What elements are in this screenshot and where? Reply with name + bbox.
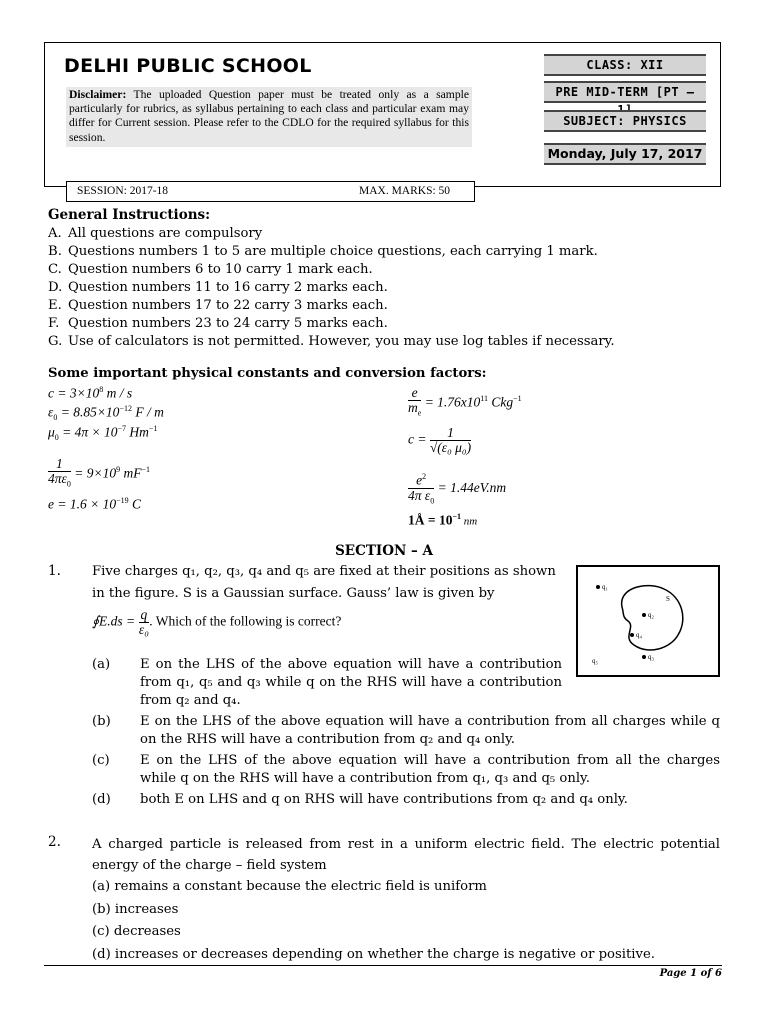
gaussian-surface-figure xyxy=(576,565,720,677)
max-marks: MAX. MARKS: 50 xyxy=(359,185,451,197)
option-text: (b) increases xyxy=(92,902,179,917)
exam-tag: PRE MID-TERM [PT – xyxy=(544,81,706,103)
section-title: SECTION – A xyxy=(335,543,433,559)
label-q1: q₁ xyxy=(602,583,608,591)
charge-q1-dot xyxy=(596,585,600,589)
option-key: (d) xyxy=(92,792,111,807)
session-box xyxy=(66,181,475,202)
class-tag: CLASS: XII xyxy=(544,54,706,76)
gauss-law: ∮E.ds = $\frac{q}{\text{ε₀}}$ . Which of the following is correct? xyxy=(92,607,342,637)
label-q2: q₂ xyxy=(648,611,654,619)
option-text: E on the LHS of the above equation will have a contribution from q₁, q₅ and q₃ while q on the RHS will have a contribution from q₂ and q₄. xyxy=(140,657,562,708)
label-q3: q₃ xyxy=(648,653,654,661)
page-number: Page 1 of 6 xyxy=(659,968,722,979)
instruction-item: A. All questions are compulsory xyxy=(48,226,263,241)
question-1-line2: in the figure. S is a Gaussian surface. Gauss’ law is given by xyxy=(92,586,495,601)
constants-title: Some important physical constants and conversion factors: xyxy=(48,366,487,381)
label-q5: q₅ xyxy=(592,657,598,665)
disclaimer-label: Disclaimer: xyxy=(69,88,127,101)
constant-e: $e = 1.6 \times 10^{-19}$ C xyxy=(48,496,141,512)
charge-q3-dot xyxy=(642,655,646,659)
option-key: (c) xyxy=(92,753,110,768)
date-tag: Monday, July 17, 2017 xyxy=(544,143,706,165)
label-s: S xyxy=(666,595,670,603)
question-number: 2. xyxy=(48,834,61,850)
constant-angstrom: 1Å = $10^{-1}$ nm xyxy=(408,512,478,528)
option-text: (c) decreases xyxy=(92,924,181,939)
constant-mu: $\mu_0 = 4\pi \times 10^{-7}$ $Hm^{-1}$ xyxy=(48,424,158,443)
option-key: (b) xyxy=(92,714,111,729)
constant-e-over-m: $\frac{e}{m_e}$ = $1.76x10^{11}$ Ckg$^{-1}$ xyxy=(408,385,522,418)
subject-tag: SUBJECT: PHYSICS xyxy=(544,110,706,132)
constant-e2: $\frac{e^2}{4\pi \varepsilon_0}$ = 1.44eV.nm xyxy=(408,472,507,506)
question-2-text: A charged particle is released from rest in a uniform electric field. The electric potential energy of the charge – field system xyxy=(92,837,720,873)
instructions-title: General Instructions: xyxy=(48,207,211,223)
option-text: both E on LHS and q on RHS will have contributions from q₂ and q₄ only. xyxy=(140,792,628,807)
charge-q4-dot xyxy=(630,633,634,637)
label-q4: q₄ xyxy=(636,631,642,639)
question-number: 1. xyxy=(48,563,61,579)
option-text: (a) remains a constant because the electric field is uniform xyxy=(92,879,487,894)
session: SESSION: 2017-18 xyxy=(77,185,169,197)
instruction-item: D. Question numbers 11 to 16 carry 2 marks each. xyxy=(48,280,388,295)
instruction-item: E. Question numbers 17 to 22 carry 3 marks each. xyxy=(48,298,388,313)
footer-rule xyxy=(44,965,722,966)
instruction-item: C. Question numbers 6 to 10 carry 1 mark each. xyxy=(48,262,373,277)
constant-k: $\frac{1}{4\pi\varepsilon_0}$ = $9\times 10^9$ $mF^{-1}$ xyxy=(48,456,150,489)
option-key: (a) xyxy=(92,657,111,672)
instruction-item: F. Question numbers 23 to 24 carry 5 marks each. xyxy=(48,316,388,331)
option-text: E on the LHS of the above equation will have a contribution from all the charges while q on the RHS will have a contribution from q₁, q₃ and q₅ only. xyxy=(140,753,720,786)
constant-c-light: c = $\frac{1}{\text{√(ε₀ μ₀)}}$ xyxy=(408,425,472,455)
disclaimer xyxy=(66,87,472,147)
figure-svg xyxy=(578,567,718,675)
constant-c: $c = 3\times 10^8$ m / s xyxy=(48,385,133,401)
school-name: DELHI PUBLIC SCHOOL xyxy=(64,55,312,77)
charge-q2-dot xyxy=(642,613,646,617)
option-text: (d) increases or decreases depending on whether the charge is negative or positive. xyxy=(92,947,655,962)
instruction-item: B. Questions numbers 1 to 5 are multiple choice questions, each carrying 1 mark. xyxy=(48,244,598,259)
option-text: E on the LHS of the above equation will have a contribution from all charges while q on the RHS will have a contribution from q₂ and q₄ only. xyxy=(140,714,720,747)
constant-epsilon: $\varepsilon_0 = 8.85\times 10^{-12}$ F / m xyxy=(48,404,164,423)
disclaimer-text: The uploaded Question paper must be treated only as a sample particularly for rubrics, as syllabus pertaining to each class and particular exam may differ for Current session. Please refer to the CDLO for the required syllabus for this session. xyxy=(69,88,469,144)
question-1-line1: Five charges q₁, q₂, q₃, q₄ and q₅ are fixed at their positions as shown xyxy=(92,564,556,579)
instruction-item: G. Use of calculators is not permitted. However, you may use log tables if necessary. xyxy=(48,334,615,349)
